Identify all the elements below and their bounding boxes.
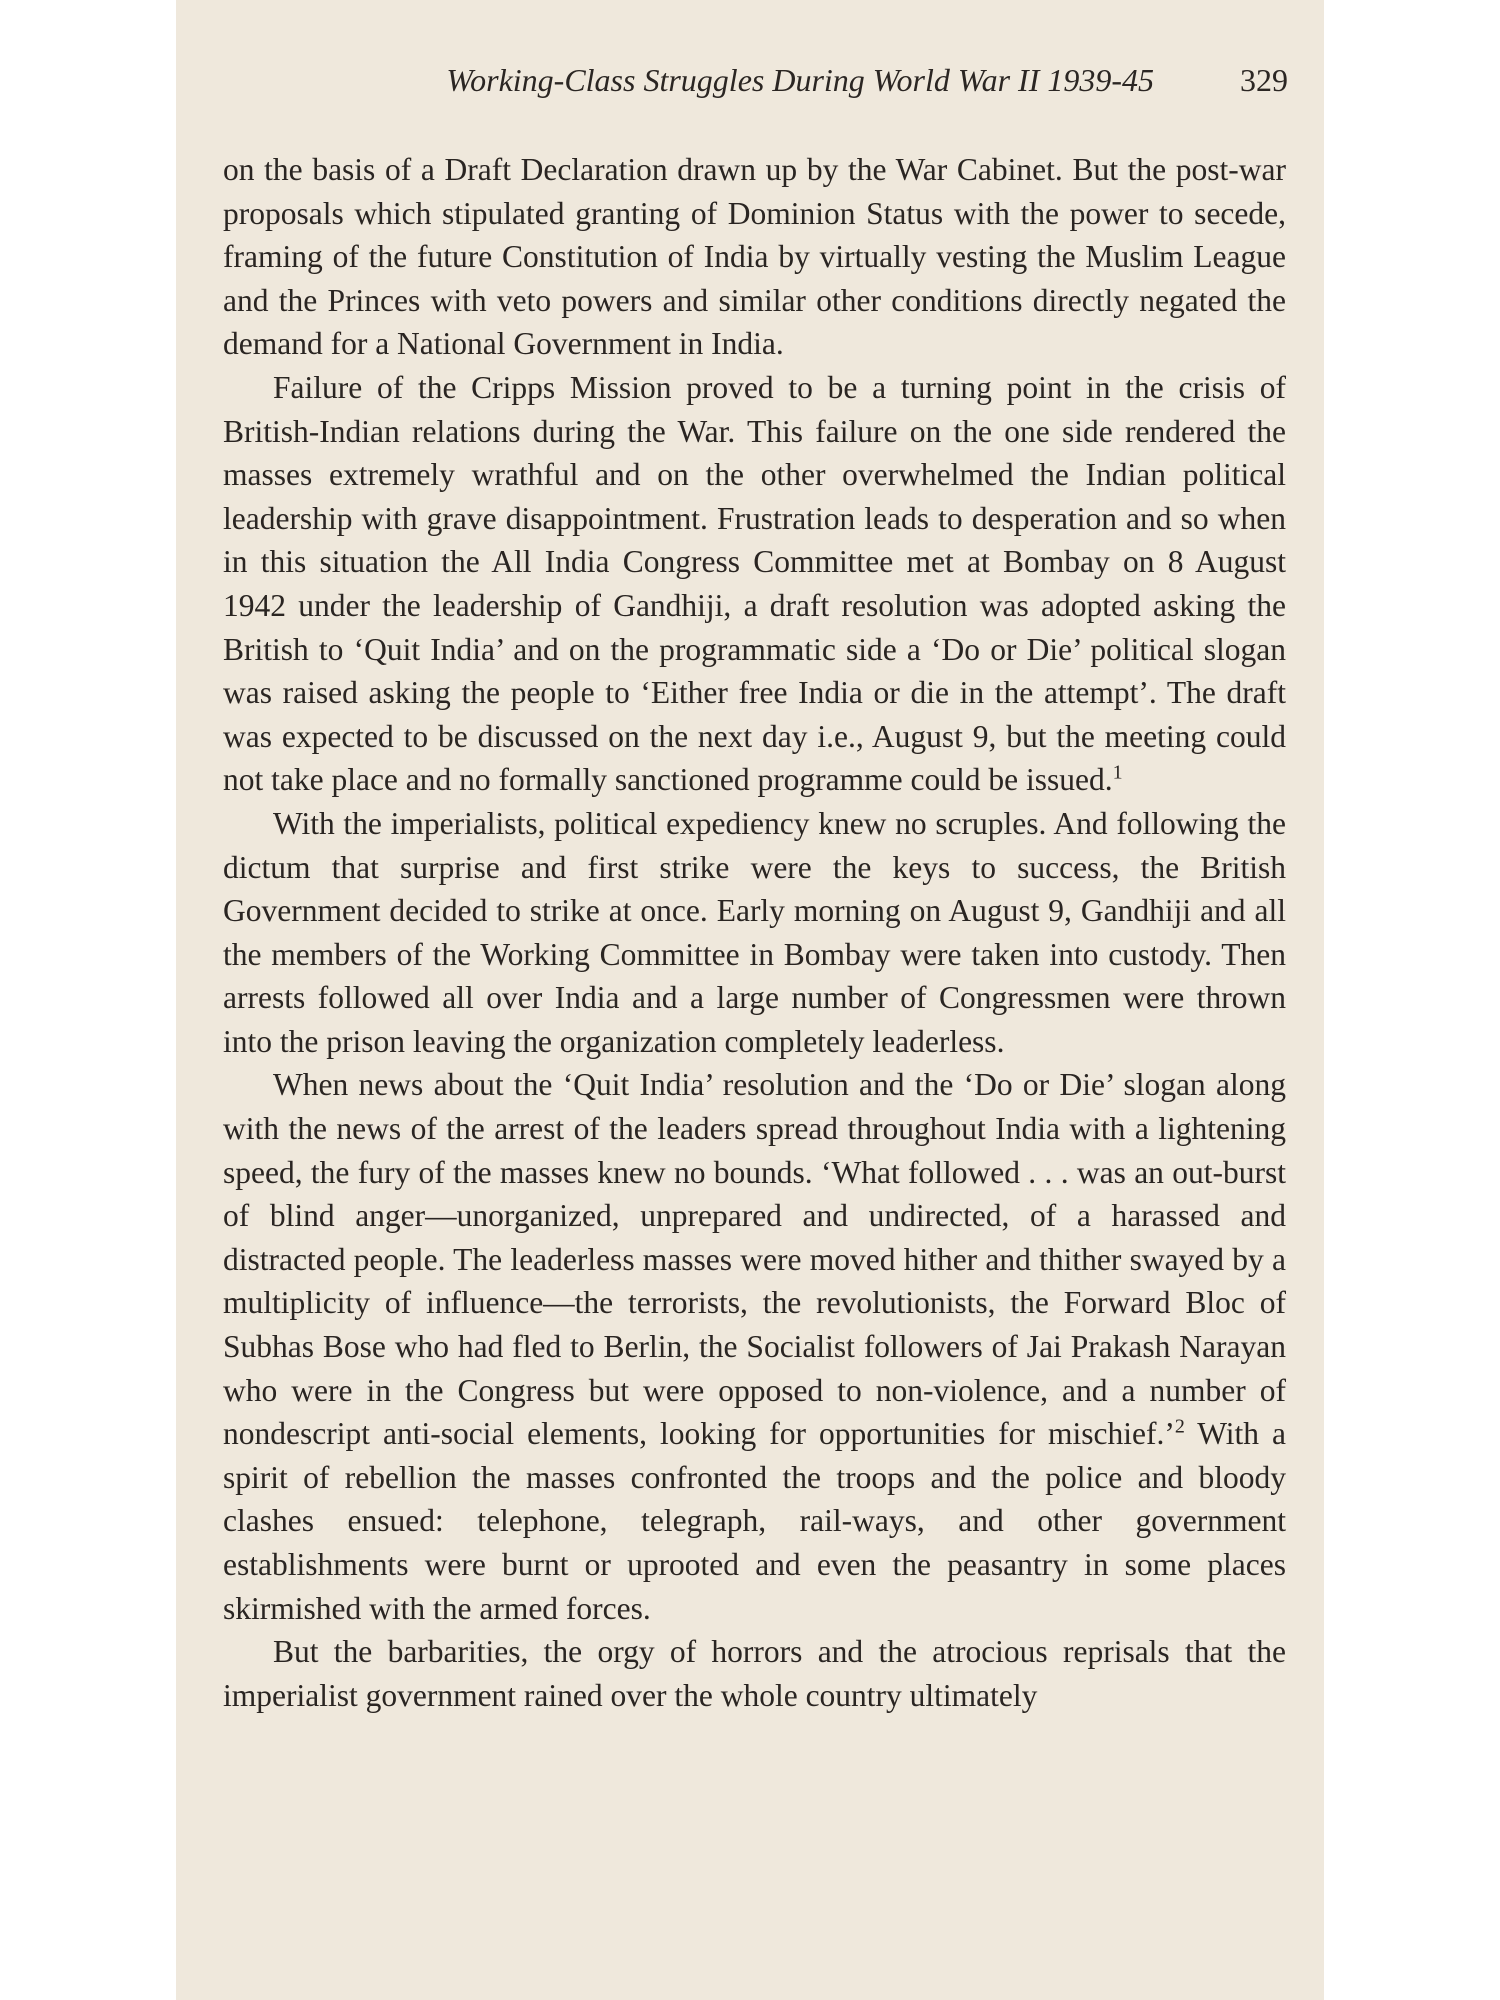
paragraph-text: When news about the ‘Quit India’ resolution and the ‘Do or Die’ slogan along with the news of the arrest of the leaders spread throughout India with a lightening speed, the fury of the masses knew no bounds. ‘What followed . . . was an out-burst of blind anger—unorganized, unprepared and undirected, of a harassed and distracted people. The leaderless masses were moved hither and thither swayed by a multiplicity of influence—the terrorists, the revolutionists, the Forward Bloc of Subhas Bose who had fled to Berlin, the Socialist followers of Jai Prakash Narayan who were in the Congress but were opposed to non-violence, and a number of nondescript anti-social elements, looking for opportunities for mischief.’ xyxy=(223,1067,1286,1452)
footnote-ref-1: 1 xyxy=(1112,761,1123,784)
body-text xyxy=(223,148,1286,1717)
paragraph-text-continued: With a spirit of rebellion the masses confronted the troops and the police and bloody clashes ensued: telephone, telegraph, rail-ways, and other government establishments were burnt or uprooted and even the peasantry in some places skirmished with the armed forces. xyxy=(223,1416,1286,1626)
paragraph-text: With the imperialists, political expediency knew no scruples. And following the dictum that surprise and first strike were the keys to success, the British Government decided to strike at once. Early morning on August 9, Gandhiji and all the members of the Working Committee in Bombay were taken into custody. Then arrests followed all over India and a large number of Congressmen were thrown into the prison leaving the organization completely leaderless. xyxy=(223,805,1286,1059)
paragraph-3 xyxy=(223,802,1286,1064)
page-number: 329 xyxy=(1240,62,1288,98)
paragraph-text: Failure of the Cripps Mission proved to be a turning point in the crisis of British-Indian relations during the War. This failure on the one side rendered the masses extremely wrathful and on the other overwhelmed the Indian political leadership with grave disappointment. Frustration leads to desperation and so when in this situation the All India Congress Committee met at Bombay on 8 August 1942 under the leadership of Gandhiji, a draft resolution was adopted asking the British to ‘Quit India’ and on the programmatic side a ‘Do or Die’ political slogan was raised asking the people to ‘Either free India or die in the attempt’. The draft was expected to be discussed on the next day i.e., August 9, but the meeting could not take place and no formally sanctioned programme could be issued. xyxy=(223,369,1286,798)
paragraph-5 xyxy=(223,1630,1286,1717)
footnote-ref-2: 2 xyxy=(1174,1415,1185,1438)
paragraph-text: on the basis of a Draft Declaration drawn up by the War Cabinet. But the post-war proposals which stipulated granting of Dominion Status with the power to secede, framing of the future Constitution of India by virtually vesting the Muslim League and the Princes with veto powers and similar other conditions directly negated the demand for a National Government in India. xyxy=(223,152,1286,362)
paragraph-1 xyxy=(223,148,1286,366)
page-header xyxy=(176,62,1288,110)
paragraph-2 xyxy=(223,366,1286,802)
paragraph-4 xyxy=(223,1063,1286,1630)
book-page xyxy=(176,0,1324,2000)
running-title: Working-Class Struggles During World War II 1939-45 xyxy=(446,62,1154,98)
paragraph-text: But the barbarities, the orgy of horrors and the atrocious reprisals that the imperialist government rained over the whole country ultimately xyxy=(223,1634,1286,1713)
